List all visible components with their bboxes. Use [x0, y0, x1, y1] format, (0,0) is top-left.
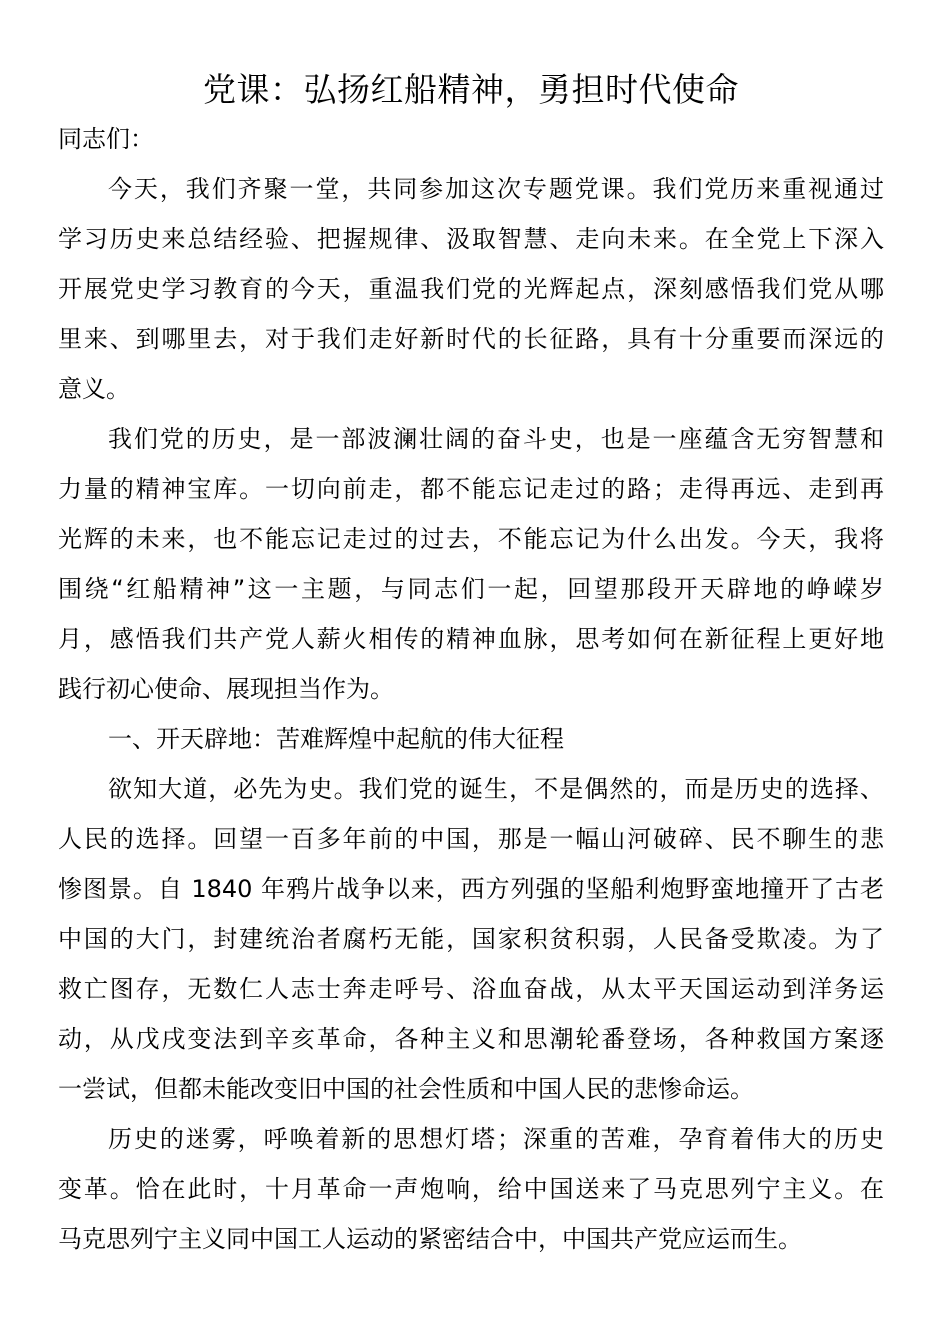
- paragraph-line: 惨图景。自 1840 年鸦片战争以来，西方列强的坚船利炮野蛮地撞开了古老: [58, 875, 884, 903]
- paragraph-line: 变革。恰在此时，十月革命一声炮响，给中国送来了马克思列宁主义。在: [58, 1175, 884, 1203]
- paragraph-line: 中国的大门，封建统治者腐朽无能，国家积贫积弱，人民备受欺凌。为了: [58, 925, 884, 953]
- paragraph-line: 践行初心使命、展现担当作为。: [58, 675, 394, 703]
- document-body: [58, 114, 884, 1264]
- paragraph-line: 开展党史学习教育的今天，重温我们党的光辉起点，深刻感悟我们党从哪: [58, 275, 884, 303]
- paragraph-founding: [58, 1114, 884, 1264]
- paragraph-line: 今天，我们齐聚一堂，共同参加这次专题党课。我们党历来重视通过: [108, 175, 884, 203]
- paragraph-line: 学习历史来总结经验、把握规律、汲取智慧、走向未来。在全党上下深入: [58, 225, 884, 253]
- paragraph-origin: [58, 764, 884, 1114]
- paragraph-line: 围绕“红船精神”这一主题，与同志们一起，回望那段开天辟地的峥嵘岁: [58, 575, 884, 603]
- paragraph-line: 意义。: [58, 375, 130, 403]
- paragraph-line: 欲知大道，必先为史。我们党的诞生，不是偶然的，而是历史的选择、: [108, 775, 884, 803]
- section-heading: 一、开天辟地：苦难辉煌中起航的伟大征程: [108, 725, 564, 753]
- paragraph-line: 里来、到哪里去，对于我们走好新时代的长征路，具有十分重要而深远的: [58, 325, 884, 353]
- paragraph-line: 一尝试，但都未能改变旧中国的社会性质和中国人民的悲惨命运。: [58, 1075, 754, 1103]
- paragraph-line: 力量的精神宝库。一切向前走，都不能忘记走过的路；走得再远、走到再: [58, 475, 884, 503]
- paragraph-line: 马克思列宁主义同中国工人运动的紧密结合中，中国共产党应运而生。: [58, 1225, 802, 1253]
- paragraph-line: 救亡图存，无数仁人志士奔走呼号、浴血奋战，从太平天国运动到洋务运: [58, 975, 884, 1003]
- paragraph-intro: [58, 164, 884, 414]
- paragraph-line: 动，从戊戌变法到辛亥革命，各种主义和思潮轮番登场，各种救国方案逐: [58, 1025, 884, 1053]
- paragraph-line: 月，感悟我们共产党人薪火相传的精神血脉，思考如何在新征程上更好地: [58, 625, 884, 653]
- paragraph-line: 人民的选择。回望一百多年前的中国，那是一幅山河破碎、民不聊生的悲: [58, 825, 884, 853]
- paragraph-history: [58, 414, 884, 714]
- salutation: 同志们：: [58, 125, 154, 153]
- paragraph-line: 历史的迷雾，呼唤着新的思想灯塔；深重的苦难，孕育着伟大的历史: [108, 1125, 884, 1153]
- paragraph-line: 我们党的历史，是一部波澜壮阔的奋斗史，也是一座蕴含无穷智慧和: [108, 425, 884, 453]
- paragraph-line: 光辉的未来，也不能忘记走过的过去，不能忘记为什么出发。今天，我将: [58, 525, 884, 553]
- document-title: 党课：弘扬红船精神，勇担时代使命: [203, 70, 739, 109]
